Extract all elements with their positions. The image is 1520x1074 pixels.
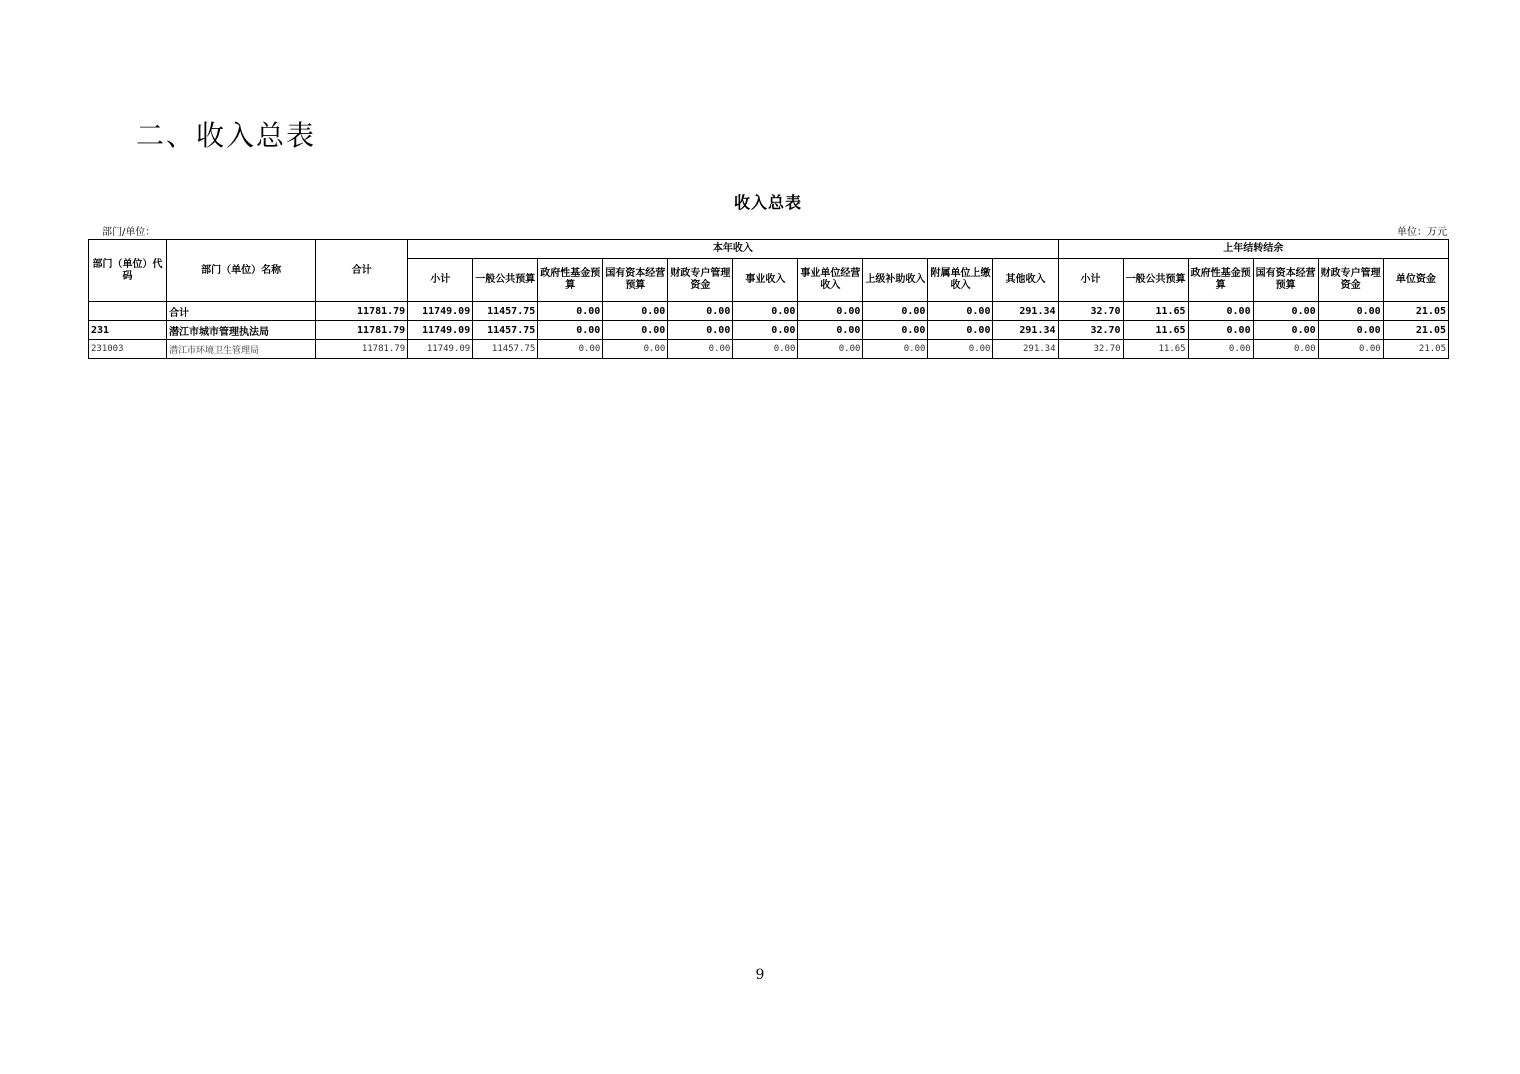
cell-value: 0.00 xyxy=(1188,302,1253,321)
cell-value: 0.00 xyxy=(928,302,993,321)
cell-value: 0.00 xyxy=(1318,302,1383,321)
header-col: 财政专户管理资金 xyxy=(668,259,733,302)
cell-value: 11749.09 xyxy=(408,340,473,359)
header-col: 财政专户管理资金 xyxy=(1318,259,1383,302)
header-total: 合计 xyxy=(316,240,408,302)
cell-value: 0.00 xyxy=(1188,340,1253,359)
cell-value: 0.00 xyxy=(863,302,928,321)
cell-value: 0.00 xyxy=(1253,321,1318,340)
cell-value: 21.05 xyxy=(1383,340,1448,359)
cell-value: 0.00 xyxy=(733,302,798,321)
cell-value: 0.00 xyxy=(603,340,668,359)
cell-value: 0.00 xyxy=(538,321,603,340)
header-col: 政府性基金预算 xyxy=(538,259,603,302)
department-label: 部门/单位： xyxy=(102,227,156,238)
header-col: 国有资本经营预算 xyxy=(1253,259,1318,302)
cell-value: 0.00 xyxy=(538,302,603,321)
header-code: 部门（单位）代码 xyxy=(89,240,167,302)
page-heading: 二、收入总表 xyxy=(136,119,317,152)
cell-total: 11781.79 xyxy=(316,302,408,321)
cell-value: 0.00 xyxy=(1253,340,1318,359)
cell-value: 0.00 xyxy=(863,340,928,359)
cell-value: 11457.75 xyxy=(473,340,538,359)
cell-code: 231 xyxy=(89,321,167,340)
cell-code: 231003 xyxy=(89,340,167,359)
header-group-carryover: 上年结转结余 xyxy=(1058,240,1448,259)
cell-value: 0.00 xyxy=(1188,321,1253,340)
header-col: 附属单位上缴收入 xyxy=(928,259,993,302)
table-row-department xyxy=(89,321,1449,340)
header-col: 小计 xyxy=(408,259,473,302)
header-col: 上级补助收入 xyxy=(863,259,928,302)
header-col: 事业收入 xyxy=(733,259,798,302)
table-row-total xyxy=(89,302,1449,321)
cell-value: 21.05 xyxy=(1383,302,1448,321)
cell-value: 21.05 xyxy=(1383,321,1448,340)
cell-value: 0.00 xyxy=(1253,302,1318,321)
header-col: 政府性基金预算 xyxy=(1188,259,1253,302)
cell-value: 11.65 xyxy=(1123,302,1188,321)
table-title: 收入总表 xyxy=(733,193,802,212)
header-col: 其他收入 xyxy=(993,259,1058,302)
header-col: 一般公共预算 xyxy=(1123,259,1188,302)
cell-value: 0.00 xyxy=(863,321,928,340)
cell-value: 291.34 xyxy=(993,302,1058,321)
cell-value: 11749.09 xyxy=(408,321,473,340)
cell-value: 0.00 xyxy=(798,340,863,359)
cell-value: 0.00 xyxy=(538,340,603,359)
header-col: 事业单位经营收入 xyxy=(798,259,863,302)
cell-value: 291.34 xyxy=(993,321,1058,340)
cell-value: 0.00 xyxy=(928,340,993,359)
cell-value: 32.70 xyxy=(1058,340,1123,359)
cell-value: 0.00 xyxy=(798,302,863,321)
cell-value: 32.70 xyxy=(1058,302,1123,321)
table-row-unit xyxy=(89,340,1449,359)
cell-name: 潜江市城市管理执法局 xyxy=(167,321,316,340)
cell-value: 0.00 xyxy=(668,302,733,321)
header-col: 单位资金 xyxy=(1383,259,1448,302)
unit-label: 单位：万元 xyxy=(1397,227,1447,238)
cell-value: 0.00 xyxy=(668,340,733,359)
cell-value: 0.00 xyxy=(1318,321,1383,340)
cell-value: 11.65 xyxy=(1123,340,1188,359)
cell-value: 0.00 xyxy=(733,340,798,359)
cell-name: 合计 xyxy=(167,302,316,321)
cell-value: 32.70 xyxy=(1058,321,1123,340)
cell-value: 0.00 xyxy=(733,321,798,340)
cell-value: 11.65 xyxy=(1123,321,1188,340)
cell-value: 0.00 xyxy=(798,321,863,340)
header-col: 小计 xyxy=(1058,259,1123,302)
cell-value: 0.00 xyxy=(1318,340,1383,359)
cell-code xyxy=(89,302,167,321)
header-group-current-income: 本年收入 xyxy=(408,240,1058,259)
cell-value: 0.00 xyxy=(603,321,668,340)
header-name: 部门（单位）名称 xyxy=(167,240,316,302)
cell-value: 11749.09 xyxy=(408,302,473,321)
income-summary-table xyxy=(88,239,1449,359)
cell-value: 11457.75 xyxy=(473,302,538,321)
cell-value: 291.34 xyxy=(993,340,1058,359)
cell-value: 0.00 xyxy=(668,321,733,340)
cell-value: 0.00 xyxy=(928,321,993,340)
cell-total: 11781.79 xyxy=(316,321,408,340)
cell-name: 潜江市环境卫生管理局 xyxy=(167,340,316,359)
header-col: 国有资本经营预算 xyxy=(603,259,668,302)
header-col: 一般公共预算 xyxy=(473,259,538,302)
cell-total: 11781.79 xyxy=(316,340,408,359)
page-number: 9 xyxy=(755,967,765,983)
cell-value: 0.00 xyxy=(603,302,668,321)
cell-value: 11457.75 xyxy=(473,321,538,340)
